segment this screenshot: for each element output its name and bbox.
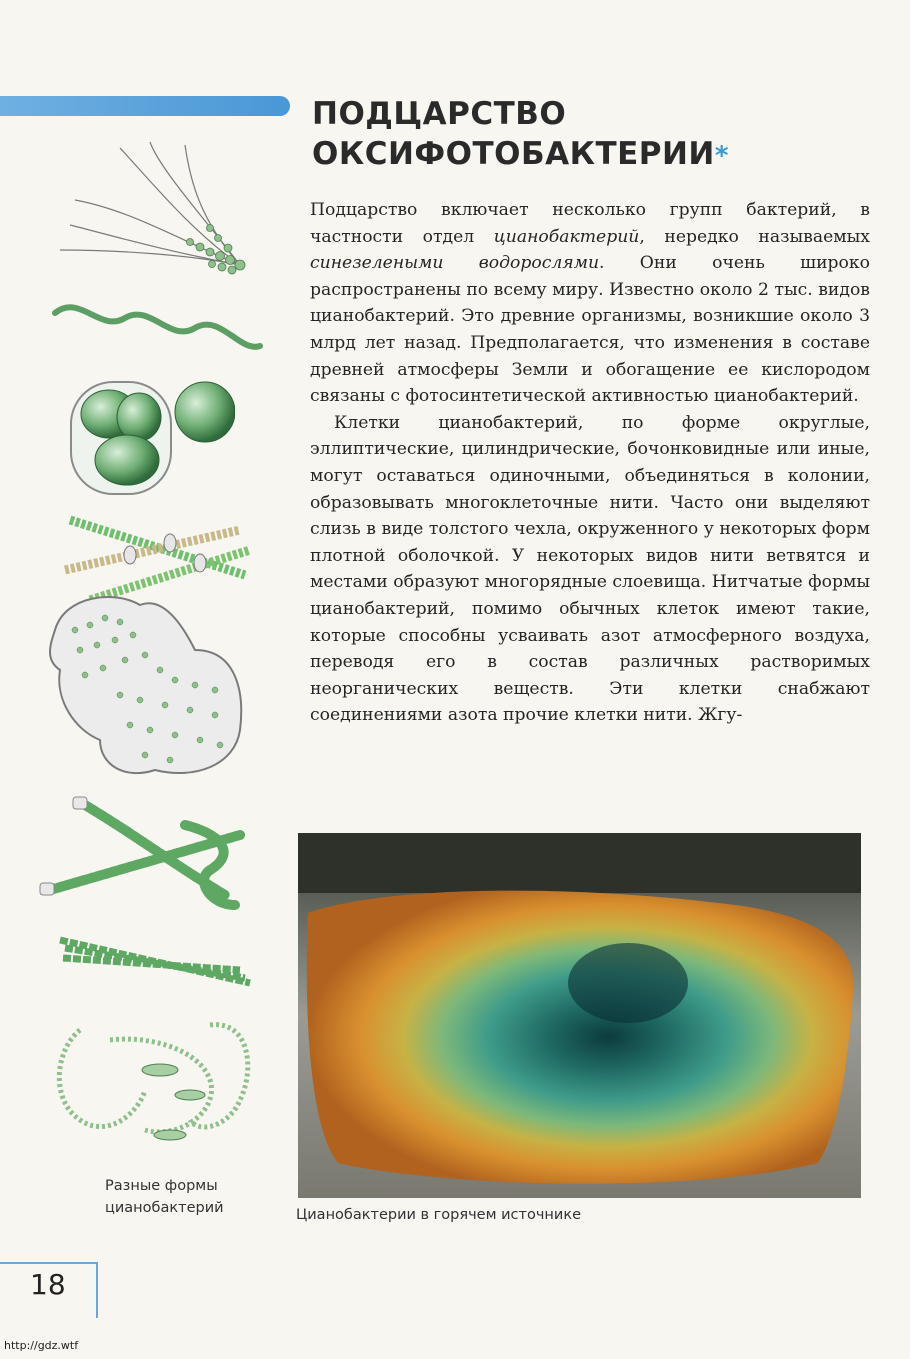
hot-spring-photo [298,833,861,1198]
page-number-rule [0,1262,96,1264]
photo-caption: Цианобактерии в горячем источнике [296,1207,582,1223]
chapter-header-bar [0,96,290,116]
paragraph-2: Клетки цианобактерий, по форме округлые, эллиптические, цилиндрические, бочонковидные или иные, могут оставаться одиночными, объединяться в колонии, образовывать многоклеточные нити. Часто они выделяют слизь в виде толстого чехла, окруженного у некоторых форм плотной оболочкой. У некоторых видов нити ветвятся и местами образуют многорядные слоевища. Нитчатые формы цианобактерий, помимо обычных клеток имеют такие, которые способны усваивать азот атмосферного воздуха, переводя его в состав различных растворимых неорганических веществ. Эти клетки снабжают соединениями азота прочие клетки нити. Жгу- [310,412,870,726]
title-line-2-text: ОКСИФОТОБАКТЕРИИ [312,136,715,172]
forms-caption-line-1: Разные формы [105,1178,218,1194]
coccoid-cells-illustration [65,372,235,497]
watermark-url: http://gdz.wtf [4,1339,79,1352]
forms-caption [105,1175,265,1219]
filament-tangle-illustration [35,795,255,925]
page-number-divider [96,1262,98,1318]
asterisk-marker: * [714,141,729,171]
title-line-1: ПОДЦАРСТВО [312,96,567,132]
term-blue-green-algae: синезелеными водорослями [310,253,600,274]
p1-text-c: . Они очень широко распространены по всему миру. Известно около 2 тыс. видов цианобактерий. Это древние организмы, возникшие около 3 млрд лет назад. Предполагается, что изменения в составе древней атмосферы Земли и обогащение ее кислородом связаны с фотосинтетической активностью цианобактерий. [310,253,870,407]
body-text [310,197,870,729]
p1-text-a: Подцарство включает несколько групп бактерий, в частности отдел [310,200,870,247]
page-number: 18 [30,1268,66,1301]
colony-illustration [45,590,255,785]
p1-text-b: , нередко называемых [639,226,870,247]
feathered-filament-illustration [40,140,270,280]
title-line-2 [312,134,872,176]
term-cyanobacteria: цианобактерий [493,226,640,247]
beaded-chain-illustration [50,1010,260,1150]
bundle-filament-illustration [55,928,255,988]
paragraph-1 [310,197,870,410]
hot-spring-image [298,833,861,1198]
section-title [312,94,872,176]
forms-caption-line-2: цианобактерий [105,1200,224,1216]
spiral-filament-illustration [50,298,265,358]
